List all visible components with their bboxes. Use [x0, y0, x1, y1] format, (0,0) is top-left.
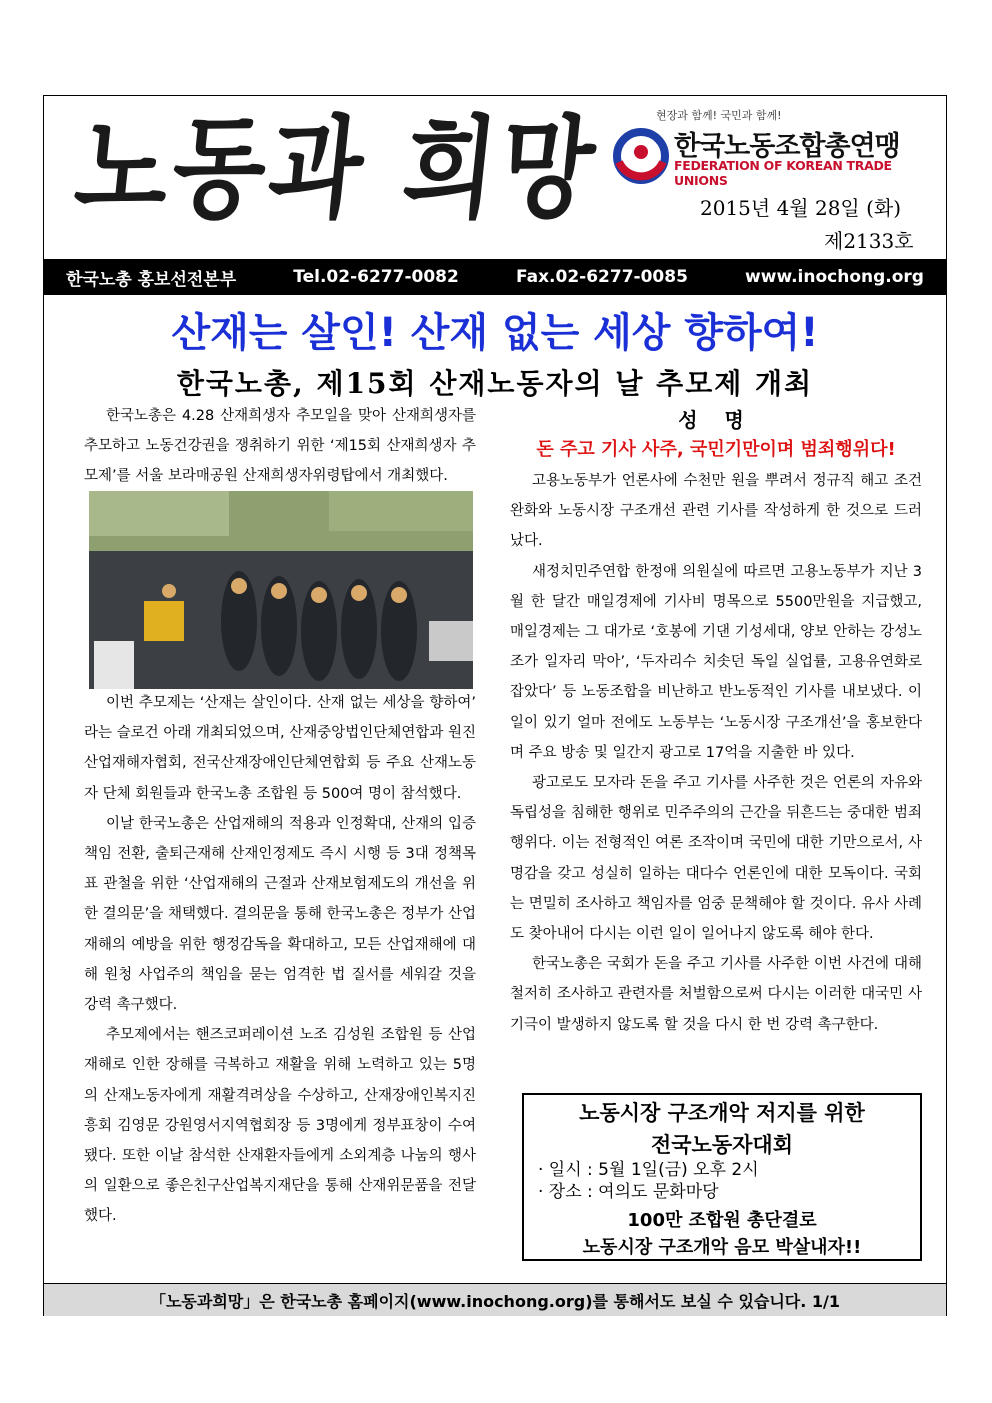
article-paragraph: 한국노총은 4.28 산재희생자 추모일을 맞아 산재희생자를 추모하고 노동건강권을 쟁취하기 위한 ‘제15회 산재희생자 추모제’를 서울 보라매공원 산재희생자위령탑에서 개최했다.	[84, 408, 476, 485]
federation-logo-icon	[611, 126, 671, 186]
memorial-ceremony-photo	[89, 491, 473, 689]
issue-number: 제2133호	[824, 229, 914, 253]
rally-date: · 일시 : 5월 1일(금) 오후 2시	[538, 1160, 759, 1180]
federation-name-english: FEDERATION OF KOREAN TRADE UNIONS	[674, 158, 892, 188]
newsletter-title: 노동과 희망	[69, 103, 605, 234]
statement-subtitle: 돈 주고 기사 사주, 국민기만이며 범죄행위다!	[536, 439, 896, 460]
contact-bar	[44, 259, 946, 295]
statement-paragraph: 새정치민주연합 한정애 의원실에 따르면 고용노동부가 지난 3월 한 달간 매일경제에 기사비 명목으로 5500만원을 지급했고, 매일경제는 그 대가로 ‘호봉에 기댄 기성세대, 양보 안하는 강성노조가 일자리 막아’, ‘두자리수 치솟던 독일 실업률, 고용유연화로 잡았다’ 등 노동조합을 비난하고 반노동적인 기사를 내보냈다. 이 일이 있기 얼마 전에도 노동부는 ‘노동시장 구조개선’을 홍보한다며 주요 방송 및 일간지 광고로 17억을 지출한 바 있다.	[510, 563, 922, 761]
issue-date: 2015년 4월 28일 (화)	[700, 196, 902, 220]
statement-title: 성 명	[678, 408, 754, 432]
statement-paragraph: 고용노동부가 언론사에 수천만 원을 뿌려서 정규직 해고 조건완화와 노동시장 구조개선 관련 기사를 작성하게 한 것으로 드러났다.	[510, 473, 922, 550]
rally-slogan-line2: 노동시장 구조개악 음모 박살내자!!	[582, 1237, 862, 1258]
masthead	[44, 96, 946, 256]
federation-slogan: 현장과 함께! 국민과 함께!	[656, 109, 782, 122]
article-body	[84, 688, 476, 1232]
newsletter-page	[43, 95, 947, 1316]
federation-name-korean: 한국노동조합총연맹	[674, 131, 900, 162]
statement-paragraph: 광고로도 모자라 돈을 주고 기사를 사주한 것은 언론의 자유와 독립성을 침해한 행위로 민주주의의 근간을 뒤흔드는 중대한 범죄행위다. 이는 전형적인 여론 조작이며 국민에 대한 기만으로서, 사명감을 갖고 성실히 일하는 대다수 언론인에 대한 모독이다. 국회는 면밀히 조사하고 책임자를 엄중 문책해야 할 것이다. 유사 사례도 찾아내어 다시는 이런 일이 일어나지 않도록 해야 한다.	[510, 775, 922, 943]
article-paragraph: 추모제에서는 핸즈코퍼레이션 노조 김성원 조합원 등 산업재해로 인한 장해를 극복하고 재활을 위해 노력하고 있는 5명의 산재노동자에게 재활격려상을 수상하고, 산재장애인복지진흥회 김영문 강원영서지역협회장 등 3명에게 정부표창이 수여됐다. 또한 이날 참석한 산재환자들에게 소외계층 나눔의 행사의 일환으로 좋은친구산업복지재단을 통해 산재위문품을 전달했다.	[84, 1027, 476, 1225]
phone-number: Tel.02-6277-0082	[293, 267, 459, 287]
rally-notice-box	[522, 1093, 922, 1261]
rally-title-line2: 전국노동자대회	[650, 1133, 793, 1157]
fax-number: Fax.02-6277-0085	[515, 267, 688, 287]
rally-place: · 장소 : 여의도 문화마당	[538, 1182, 719, 1202]
footer-notice: 「노동과희망」은 한국노총 홈페이지(www.inochong.org)를 통해서도 보실 수 있습니다. 1/1	[44, 1283, 946, 1316]
rally-title-line1: 노동시장 구조개악 저지를 위한	[579, 1101, 865, 1125]
article-paragraph: 이날 한국노총은 산업재해의 적용과 인정확대, 산재의 입증책임 전환, 출퇴근재해 산재인정제도 즉시 시행 등 3대 정책목표 관철을 위한 ‘산업재해의 근절과 산재보험제도의 개선을 위한 결의문’을 채택했다. 결의문을 통해 한국노총은 정부가 산업재해의 예방을 위한 행정감독을 확대하고, 모든 산업재해에 대해 원청 사업주의 책임을 묻는 엄격한 법 질서를 세워갈 것을 강력 촉구했다.	[84, 815, 476, 1014]
main-headline: 산재는 살인! 산재 없는 세상 향하여!	[171, 310, 819, 356]
statement-body	[510, 466, 922, 1040]
article-paragraph: 이번 추모제는 ‘산재는 살인이다. 산재 없는 세상을 향하여’ 라는 슬로건 아래 개최되었으며, 산재중앙법인단체연합과 원진산업재해자협회, 전국산재장애인단체연합회 등 주요 산재노동자 단체 회원들과 한국노총 조합원 등 500여 명이 참석했다.	[84, 695, 476, 802]
website-link[interactable]: www.inochong.org	[745, 267, 924, 287]
article-intro	[84, 401, 476, 492]
publisher-dept: 한국노총 홍보선전본부	[66, 269, 237, 290]
statement-paragraph: 한국노총은 국회가 돈을 주고 기사를 사주한 이번 사건에 대해 철저히 조사하고 관련자를 처벌함으로써 다시는 이러한 대국민 사기극이 발생하지 않도록 할 것을 다시 한 번 강력 촉구한다.	[510, 956, 922, 1033]
sub-headline: 한국노총, 제15회 산재노동자의 날 추모제 개최	[176, 367, 814, 400]
rally-slogan-line1: 100만 조합원 총단결로	[627, 1210, 817, 1231]
